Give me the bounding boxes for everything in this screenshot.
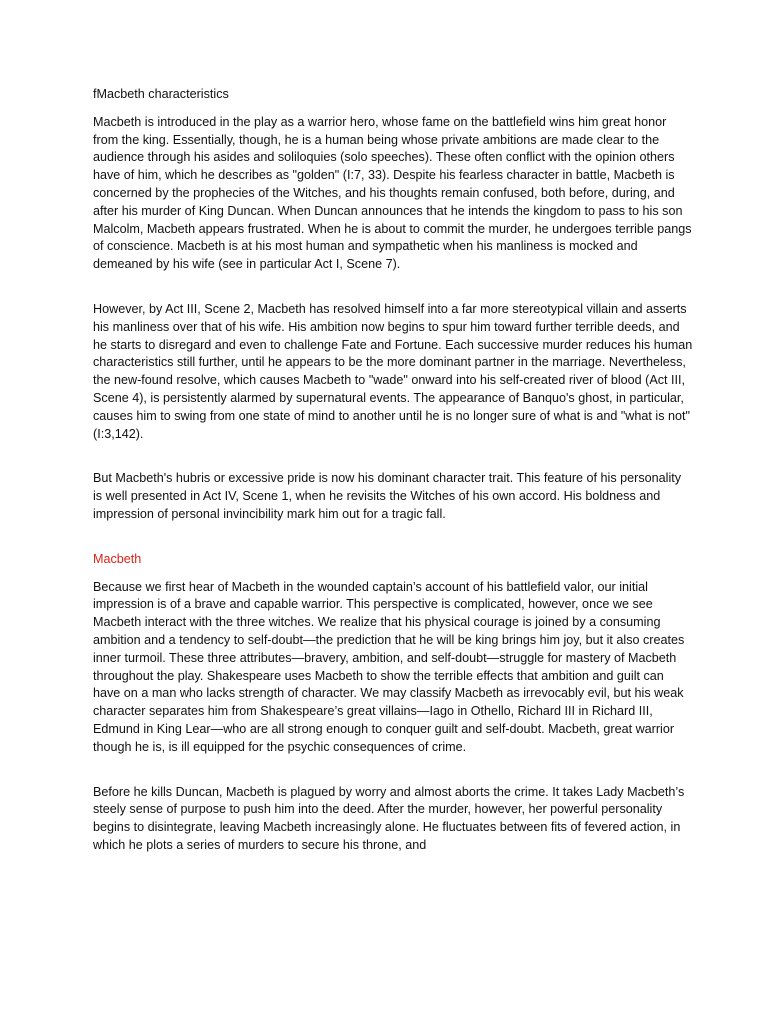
paragraph-spacer bbox=[93, 524, 693, 551]
section-heading-macbeth: Macbeth bbox=[93, 551, 142, 566]
paragraph-warrior: Because we first hear of Macbeth in the wounded captain’s account of his battlefield valor, our initial impression is of a brave and capable warrior. This perspective is complicated, however, once we see Macbeth interact with the three witches. We realize that his physical courage is joined by a consuming ambition and a tendency to self-doubt—the prediction that he will be king brings him joy, but it also creates inner turmoil. These three attributes—bravery, ambition, and self-doubt—struggle for mastery of Macbeth throughout the play. Shakespeare uses Macbeth to show the terrible effects that ambition and guilt can have on a man who lacks strength of character. We may classify Macbeth as irrevocably evil, but his weak character separates him from Shakespeare’s great villains—Iago in Othello, Richard III in Richard III, Edmund in King Lear—who are all strong enough to conquer guilt and self-doubt. Macbeth, great warrior though he is, is ill equipped for the psychic consequences of crime. bbox=[93, 579, 685, 754]
paragraph-intro: Macbeth is introduced in the play as a warrior hero, whose fame on the battlefield wins him great honor from the king. Essentially, though, he is a human being whose private ambitions are made clear to the audience through his asides and soliloquies (solo speeches). These often conflict with the opinion others have of him, which he describes as "golden" (I:7, 33). Despite his fearless character in battle, Macbeth is concerned by the prophecies of the Witches, and his thoughts remain confused, both before, during, and after his murder of King Duncan. When Duncan announces that he intends the kingdom to pass to his son Malcolm, Macbeth appears frustrated. When he is about to commit the murder, he undergoes terrible pangs of conscience. Macbeth is at his most human and sympathetic when his manliness is mocked and demeaned by his wife (see in particular Act I, Scene 7). bbox=[93, 114, 692, 272]
paragraph-act-three: However, by Act III, Scene 2, Macbeth has resolved himself into a far more stereotypical villain and asserts his manliness over that of his wife. His ambition now begins to spur him toward further terrible deeds, and he starts to disregard and even to challenge Fate and Fortune. Each successive murder reduces his human characteristics still further, until he appears to be the more dominant partner in the marriage. Nevertheless, the new-found resolve, which causes Macbeth to "wade" onward into his self-created river of blood (Act III, Scene 4), is persistently alarmed by supernatural events. The appearance of Banquo's ghost, in particular, causes him to swing from one state of mind to another until he is no longer sure of what is and "what is not" (I:3,142). bbox=[93, 301, 693, 441]
heading-spacer bbox=[93, 569, 693, 579]
document-page bbox=[93, 86, 693, 855]
document-title: fMacbeth characteristics bbox=[93, 87, 229, 101]
paragraph-hubris: But Macbeth's hubris or excessive pride is now his dominant character trait. This feature of his personality is well presented in Act IV, Scene 1, when he revisits the Witches of his own accord. His boldness and impression of personal invincibility mark him out for a tragic fall. bbox=[93, 471, 682, 521]
paragraph-spacer bbox=[93, 443, 693, 470]
paragraph-before-duncan: Before he kills Duncan, Macbeth is plagued by worry and almost aborts the crime. It takes Lady Macbeth’s steely sense of purpose to push him into the deed. After the murder, however, her powerful personality begins to disintegrate, leaving Macbeth increasingly alone. He fluctuates between fits of fevered action, in which he plots a series of murders to secure his throne, and bbox=[93, 784, 685, 852]
paragraph-spacer bbox=[93, 274, 693, 301]
paragraph-spacer bbox=[93, 757, 693, 784]
